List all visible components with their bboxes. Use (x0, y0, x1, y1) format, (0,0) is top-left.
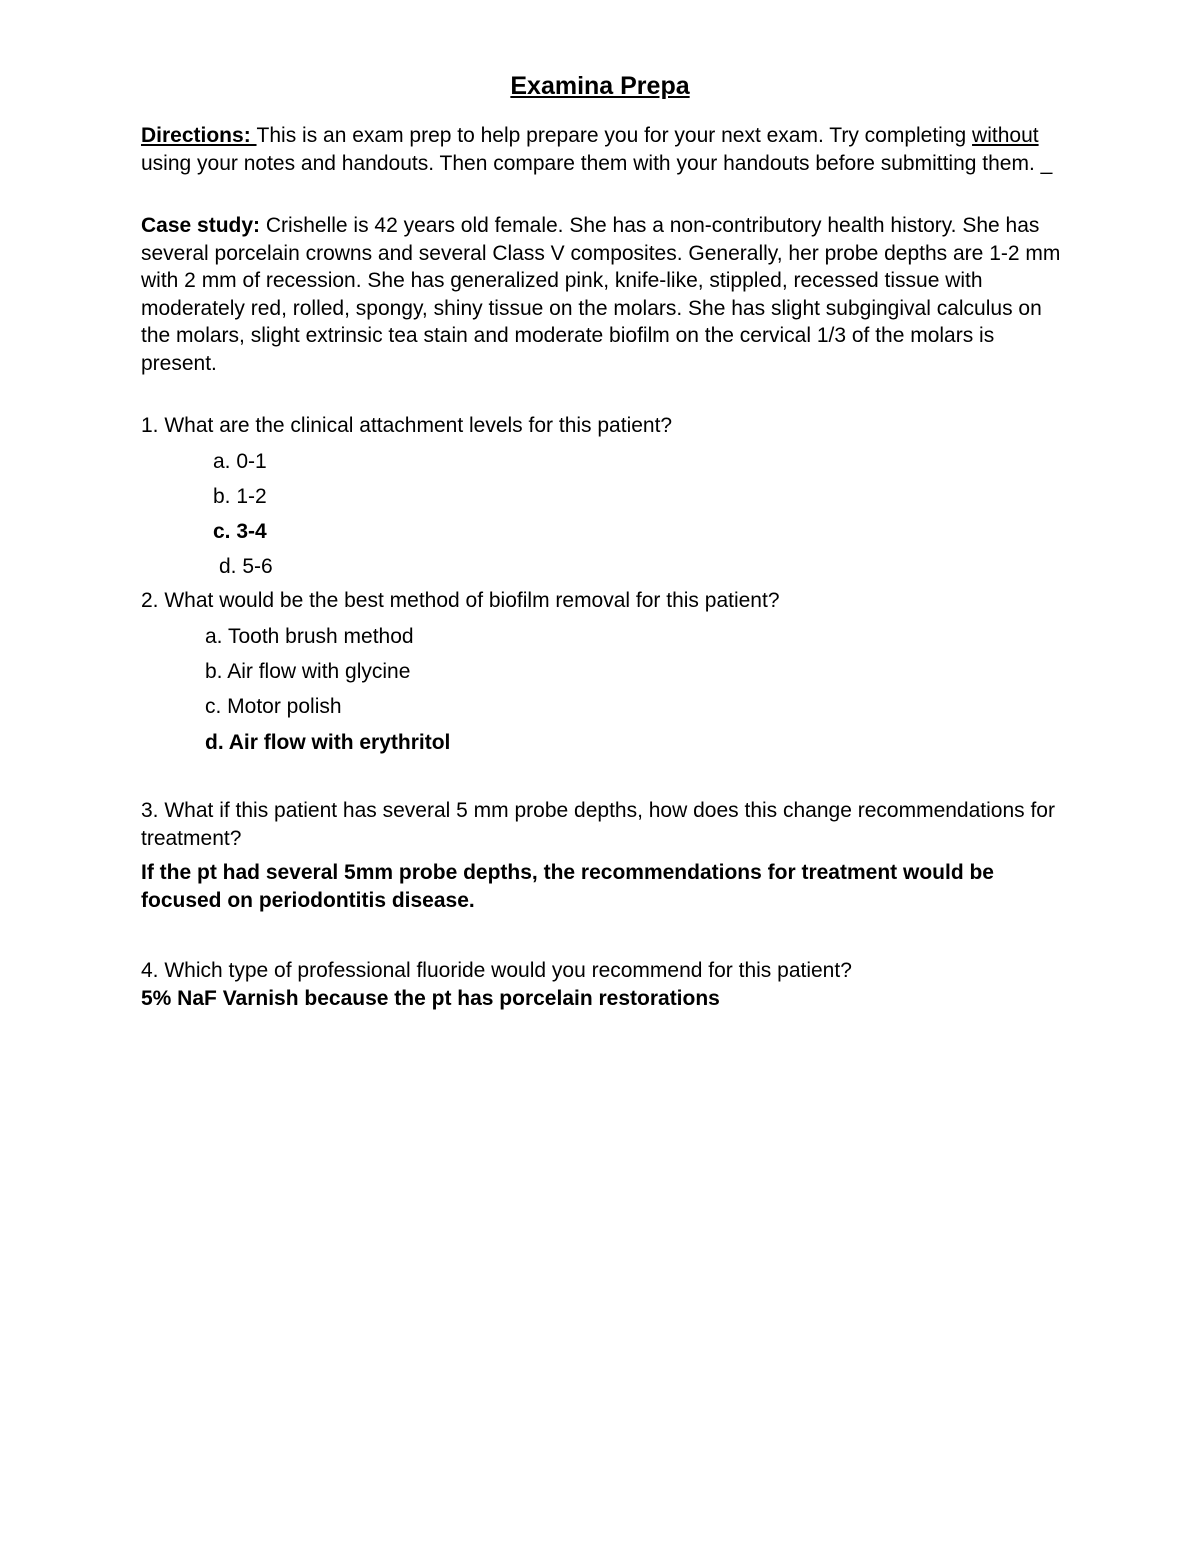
directions-text-2: using your notes and handouts. Then compare them with your handouts before submitting them. _ (141, 151, 1053, 175)
directions-text-1: This is an exam prep to help prepare you for your next exam. Try completing (256, 124, 973, 147)
question-4-answer: 5% NaF Varnish because the pt has porcelain restorations (141, 987, 720, 1010)
directions-underlined-word: without (972, 124, 1039, 147)
question-4-prompt: 4. Which type of professional fluoride would you recommend for this patient? (141, 959, 852, 982)
case-study-paragraph (141, 212, 1071, 377)
question-1-option-d: d. 5-6 (219, 555, 273, 578)
question-3-prompt: 3. What if this patient has several 5 mm probe depths, how does this change recommendations for treatment? (141, 799, 1055, 850)
question-2-option-a: a. Tooth brush method (205, 625, 414, 648)
directions-label: Directions: (141, 124, 257, 147)
question-2-prompt: 2. What would be the best method of biofilm removal for this patient? (141, 589, 780, 612)
question-1-option-b: b. 1-2 (213, 485, 267, 508)
question-1-prompt: 1. What are the clinical attachment levels for this patient? (141, 414, 673, 437)
question-1-option-a: a. 0-1 (213, 450, 267, 473)
question-3-answer: If the pt had several 5mm probe depths, the recommendations for treatment would be focused on periodontitis disease. (141, 861, 994, 912)
case-study-label: Case study: (141, 214, 261, 237)
question-2-option-b: b. Air flow with glycine (205, 660, 411, 683)
question-1-option-c-selected: c. 3-4 (213, 520, 267, 543)
question-2-option-d-selected: d. Air flow with erythritol (205, 731, 451, 754)
document-title: Examina Prepa (510, 72, 690, 100)
case-study-text: Crishelle is 42 years old female. She has a non-contributory health history. She has several porcelain crowns and several Class V composites. Generally, her probe depths are 1-2 mm with 2 mm of recession. She has generalized pink, knife-like, stippled, recessed tissue with moderately red, rolled, spongy, shiny tissue on the molars. She has slight subgingival calculus on the molars, slight extrinsic tea stain and moderate biofilm on the cervical 1/3 of the molars is present. (141, 214, 1061, 375)
question-2-option-c: c. Motor polish (205, 695, 342, 718)
directions-paragraph (141, 122, 1071, 177)
